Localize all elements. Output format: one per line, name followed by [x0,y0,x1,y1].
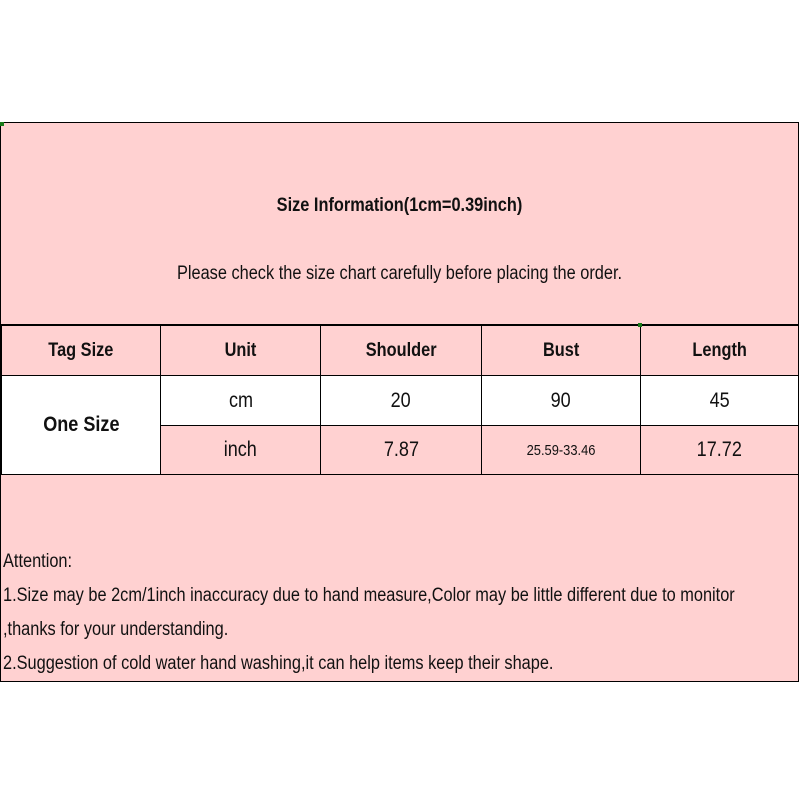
unit-cell: cm [161,376,321,426]
note-line-1: 1.Size may be 2cm/1inch inaccuracy due to hand measure,Color may be little different due to monitor [3,585,735,606]
length-cell: 45 [641,376,799,426]
column-header-tag-size: Tag Size [2,326,161,376]
column-header-length: Length [641,326,799,376]
note-line-1-continued: ,thanks for your understanding. [3,619,229,640]
attention-notes [1,475,798,681]
size-info-title: Size Information(1cm=0.39inch) [276,195,523,216]
note-line-2: 2.Suggestion of cold water hand washing,it can help items keep their shape. [3,653,554,674]
size-info-subtitle: Please check the size chart carefully before placing the order. [176,263,623,284]
table-row [2,376,799,426]
shoulder-cell: 7.87 [321,426,482,475]
size-table [1,325,799,475]
column-header-bust: Bust [482,326,641,376]
corner-marker [638,323,642,327]
bust-cell: 90 [482,376,641,426]
tag-size-cell: One Size [2,376,161,475]
table-header-row [2,326,799,376]
shoulder-cell: 20 [321,376,482,426]
size-info-header [1,123,798,325]
length-cell: 17.72 [641,426,799,475]
corner-marker [0,122,4,126]
size-chart-sheet [0,122,799,682]
bust-cell: 25.59-33.46 [482,426,641,475]
attention-heading: Attention: [3,551,73,572]
column-header-shoulder: Shoulder [321,326,482,376]
unit-cell: inch [161,426,321,475]
column-header-unit: Unit [161,326,321,376]
